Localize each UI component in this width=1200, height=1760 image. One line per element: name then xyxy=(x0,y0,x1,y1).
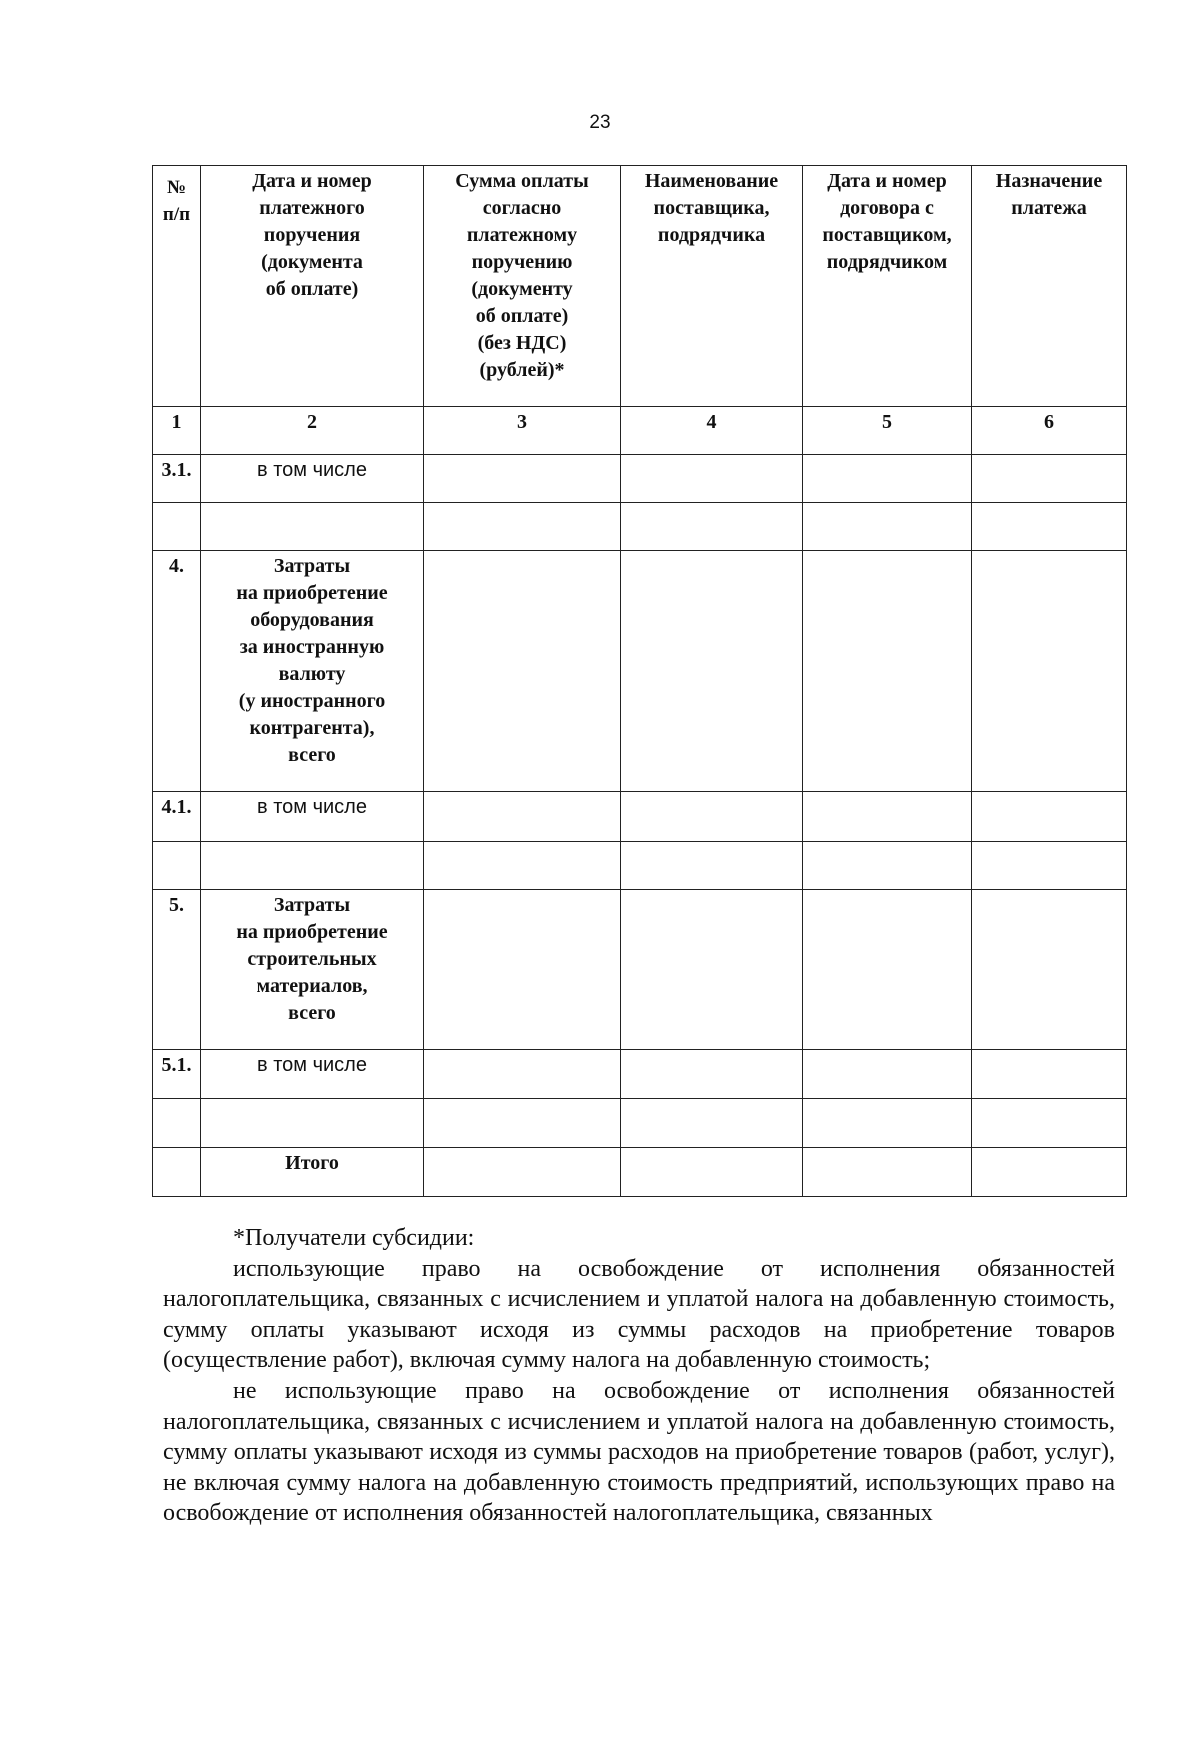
amount-cell xyxy=(424,551,621,792)
table-row xyxy=(153,1099,1127,1148)
header-cell: Дата и номер платежного поручения (документа об оплате) xyxy=(201,166,424,407)
column-number: 6 xyxy=(972,407,1127,455)
row-description xyxy=(201,503,424,551)
footnote xyxy=(163,1223,1115,1529)
total-label: Итого xyxy=(201,1148,424,1197)
contract-cell xyxy=(803,503,972,551)
column-number-row xyxy=(153,407,1127,455)
header-row xyxy=(153,166,1127,407)
table-row xyxy=(153,1050,1127,1099)
table-row xyxy=(153,503,1127,551)
table-row xyxy=(153,551,1127,792)
purpose-cell xyxy=(972,1050,1127,1099)
contract-cell xyxy=(803,455,972,503)
header-cell: Дата и номер договора с поставщиком, подрядчиком xyxy=(803,166,972,407)
row-description: в том числе xyxy=(201,455,424,503)
column-number: 2 xyxy=(201,407,424,455)
supplier-cell xyxy=(621,792,803,842)
supplier-cell xyxy=(621,890,803,1050)
footnote-paragraph: использующие право на освобождение от исполнения обязанностей налогоплательщика, связанных с исчислением и уплатой налога на добавленную стоимость, сумму оплаты указывают исходя из суммы расходов на приобретение товаров (осуществление работ), включая сумму налога на добавленную стоимость; xyxy=(163,1255,1115,1374)
row-description: Затраты на приобретение оборудования за иностранную валюту (у иностранного контрагента), всего xyxy=(201,551,424,792)
purpose-cell xyxy=(972,455,1127,503)
row-description: в том числе xyxy=(201,792,424,842)
amount-cell xyxy=(424,1099,621,1148)
header-cell: Наименование поставщика, подрядчика xyxy=(621,166,803,407)
footnote-paragraph: не использующие право на освобождение от исполнения обязанностей налогоплательщика, связанных с исчислением и уплатой налога на добавленную стоимость, сумму оплаты указывают исходя из суммы расходов на приобретение товаров (работ, услуг), не включая сумму налога на добавленную стоимость предприятий, использующих право на освобождение от исполнения обязанностей налогоплательщика, связанных xyxy=(163,1377,1115,1527)
purpose-cell xyxy=(972,503,1127,551)
row-number xyxy=(153,842,201,890)
header-cell: Сумма оплаты согласно платежному поручению (документу об оплате) (без НДС) (рублей)* xyxy=(424,166,621,407)
row-number: 5.1. xyxy=(153,1050,201,1099)
row-number: 4. xyxy=(153,551,201,792)
amount-cell xyxy=(424,842,621,890)
row-description xyxy=(201,1099,424,1148)
page-number: 23 xyxy=(589,112,611,133)
column-number: 4 xyxy=(621,407,803,455)
supplier-cell xyxy=(621,455,803,503)
table-row xyxy=(153,890,1127,1050)
supplier-cell xyxy=(621,842,803,890)
purpose-cell xyxy=(972,1099,1127,1148)
contract-cell xyxy=(803,1050,972,1099)
contract-cell xyxy=(803,1099,972,1148)
supplier-cell xyxy=(621,551,803,792)
supplier-cell xyxy=(621,503,803,551)
amount-cell xyxy=(424,890,621,1050)
row-number: 3.1. xyxy=(153,455,201,503)
amount-cell xyxy=(424,1148,621,1197)
payments-table xyxy=(152,165,1127,1197)
row-description xyxy=(201,842,424,890)
contract-cell xyxy=(803,842,972,890)
table-row xyxy=(153,842,1127,890)
supplier-cell xyxy=(621,1050,803,1099)
amount-cell xyxy=(424,503,621,551)
table-row xyxy=(153,792,1127,842)
row-number: 5. xyxy=(153,890,201,1050)
header-cell: Назначение платежа xyxy=(972,166,1127,407)
amount-cell xyxy=(424,455,621,503)
total-row xyxy=(153,1148,1127,1197)
header-cell: № п/п xyxy=(153,166,201,407)
column-number: 5 xyxy=(803,407,972,455)
purpose-cell xyxy=(972,842,1127,890)
row-number xyxy=(153,1148,201,1197)
purpose-cell xyxy=(972,1148,1127,1197)
purpose-cell xyxy=(972,890,1127,1050)
amount-cell xyxy=(424,792,621,842)
column-number: 3 xyxy=(424,407,621,455)
contract-cell xyxy=(803,551,972,792)
row-description: в том числе xyxy=(201,1050,424,1099)
table-row xyxy=(153,455,1127,503)
supplier-cell xyxy=(621,1099,803,1148)
supplier-cell xyxy=(621,1148,803,1197)
amount-cell xyxy=(424,1050,621,1099)
row-description: Затраты на приобретение строительных материалов, всего xyxy=(201,890,424,1050)
row-number: 4.1. xyxy=(153,792,201,842)
purpose-cell xyxy=(972,792,1127,842)
footnote-title: *Получатели субсидии: xyxy=(233,1225,475,1251)
contract-cell xyxy=(803,792,972,842)
contract-cell xyxy=(803,1148,972,1197)
purpose-cell xyxy=(972,551,1127,792)
row-number xyxy=(153,503,201,551)
contract-cell xyxy=(803,890,972,1050)
row-number xyxy=(153,1099,201,1148)
column-number: 1 xyxy=(153,407,201,455)
